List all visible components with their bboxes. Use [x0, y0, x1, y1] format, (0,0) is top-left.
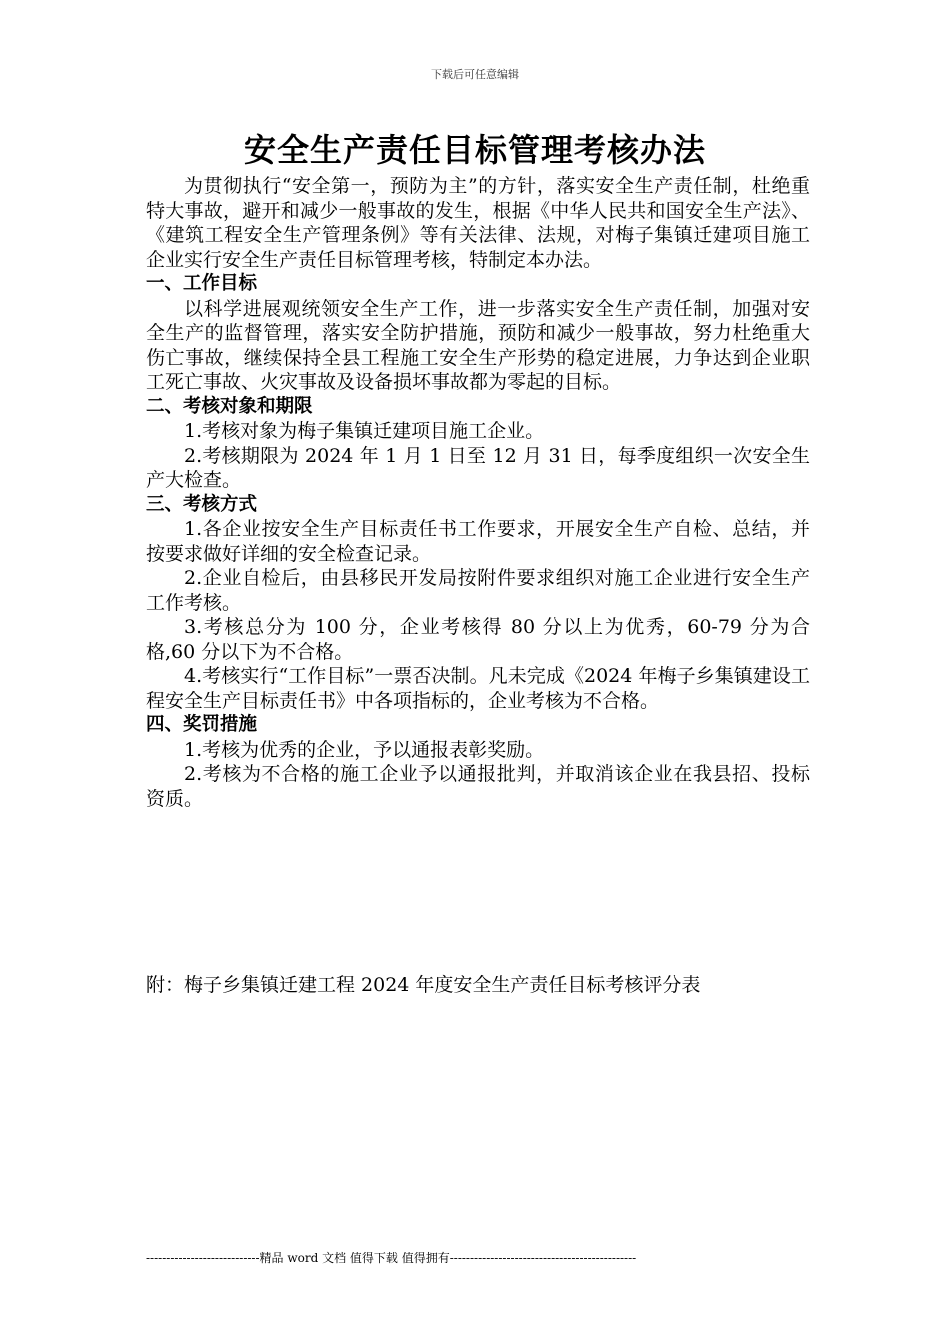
section-paragraph: 2.考核期限为 2024 年 1 月 1 日至 12 月 31 日，每季度组织一次安全生产大检查。	[146, 444, 810, 491]
attachment-note: 附：梅子乡集镇迁建工程 2024 年度安全生产责任目标考核评分表	[146, 974, 701, 996]
footer-note: ----------------------------精品 word 文档 值得下载 值得拥有----------------------------------------------	[146, 1251, 637, 1265]
section-paragraph: 1.考核对象为梅子集镇迁建项目施工企业。	[184, 420, 545, 442]
section-paragraph: 3.考核总分为 100 分，企业考核得 80 分以上为优秀，60-79 分为合格,60 分以下为不合格。	[146, 616, 810, 663]
section-rewards-penalties	[146, 713, 810, 811]
section-heading: 三、考核方式	[146, 493, 258, 515]
section-assessment-method	[146, 493, 810, 714]
section-paragraph: 1.各企业按安全生产目标责任书工作要求，开展安全生产自检、总结，并按要求做好详细的安全检查记录。	[146, 518, 810, 565]
intro-paragraph: 为贯彻执行“安全第一，预防为主”的方针，落实安全生产责任制，杜绝重特大事故，避开和减少一般事故的发生，根据《中华人民共和国安全生产法》、《建筑工程安全生产管理条例》等有关法律、法规，对梅子集镇迁建项目施工企业实行安全生产责任目标管理考核，特制定本办法。	[146, 175, 810, 271]
section-heading: 一、工作目标	[146, 273, 258, 294]
section-work-goals	[146, 272, 810, 395]
section-paragraph: 2.考核为不合格的施工企业予以通报批判，并取消该企业在我县招、投标资质。	[146, 763, 810, 810]
section-paragraph: 4.考核实行“工作目标”一票否决制。凡未完成《2024 年梅子乡集镇建设工程安全生产目标责任书》中各项指标的，企业考核为不合格。	[146, 665, 810, 712]
document-body	[146, 174, 810, 811]
section-heading: 四、奖罚措施	[146, 714, 258, 735]
section-paragraph: 1.考核为优秀的企业，予以通报表彰奖励。	[184, 738, 545, 761]
header-note: 下载后可任意编辑	[431, 68, 519, 81]
document-title: 安全生产责任目标管理考核办法	[243, 131, 706, 169]
section-heading: 二、考核对象和期限	[146, 395, 313, 417]
section-targets-period	[146, 395, 810, 493]
section-paragraph: 以科学进展观统领安全生产工作，进一步落实安全生产责任制，加强对安全生产的监督管理，落实安全防护措施，预防和减少一般事故，努力杜绝重大伤亡事故，继续保持全县工程施工安全生产形势的稳定进展，力争达到企业职工死亡事故、火灾事故及设备损坏事故都为零起的目标。	[146, 297, 810, 393]
section-paragraph: 2.企业自检后，由县移民开发局按附件要求组织对施工企业进行安全生产工作考核。	[146, 567, 810, 614]
